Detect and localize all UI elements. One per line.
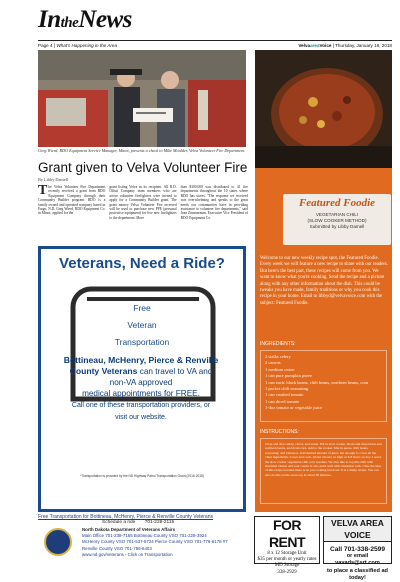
veterans-ad-text [55,355,227,423]
for-rent-title: FOR RENT [268,517,306,550]
for-rent-line3: MD Storage [274,563,300,569]
ingredient-item: 1 packet chili seasoning [265,386,309,392]
ingredient-item: 1-4oz tomato or vegetable juice [265,405,322,411]
issue-date: Thursday, January 18, 2018 [335,43,392,48]
veterans-ad-footnote: *Transportation is provided by the ND Highway Patrol Transportation Grant (2016-2018) [80,474,204,478]
section-label: What's Happening in the Area [56,43,118,48]
ingredient-item: 2 stalks celery [265,354,291,359]
ingredients-label: INGREDIENTS: [260,341,296,347]
ingredient-item: 1 medium onion [265,366,295,372]
footer-dept: North Dakota Department of Veterans Affairs [82,527,176,532]
ad-line1: can travel to VA and [139,367,213,376]
article-column-2: grant listing Velva as its recipient. All R.D. Offutt Company team members who are active volunteer firefighters were invited to apply for a Community Builder grant. The grant money Velva Volunteer Fire received will be used to purchase new PPE (personal protective equipment) for five new firefighters to the department. More [109,185,177,220]
schedule-phone: 701-228-2115 [144,520,175,525]
instructions-label: INSTRUCTIONS: [260,429,299,435]
page-label: Page 4 [38,43,53,48]
ingredient-item: 1 can crushed tomato [265,392,304,398]
bus-text-transportation: Transportation [114,337,170,347]
schedule-label: Schedule a ride [102,520,136,525]
article-photo [38,50,246,147]
ingredient-item: 1 can pure pumpkin puree [265,373,312,379]
ingredient-item: 2 carrots [265,360,281,366]
ad-line4: Call one of these transportation providers, or [71,402,211,409]
featured-foodie-badge [283,194,391,245]
velva-ad-title: VELVA AREA VOICE [324,517,391,542]
veterans-ad [38,246,246,512]
photo-caption: Greg Wierd, RDO Equipment Service Manager, Minot, presents a check to Mike Moulder, Velva Volunteer Fire Department. [38,148,246,153]
paper-name-suffix: Voice [319,43,332,48]
for-rent-line4: 338-2929 [277,569,297,575]
badge-sub2: (SLOW COOKER METHOD) [307,218,367,223]
paper-name-prefix: Velva [298,43,311,48]
ingredients-box [260,350,387,422]
footer-mchenry[interactable]: McHenry County VSO 701-537-5724 Pierce County VSO 701-776-6178 #7 [82,539,228,545]
foodie-intro: Welcome to our new weekly recipe spot, the Featured Foodie. Every week we will feature a new recipe to share with our readers. But here's the best part, these recipes will come from you. We want to know what you're cooking. Send the recipe and a picture along with any other information about the dish. This could be tweaks you have made, family traditions or why you cook this recipe in your home. Email to libbyd@velvavoice.com with the subject: Featured Foodie. [260,256,388,306]
featured-foodie-panel [255,50,392,512]
footer-schedule [102,520,242,526]
velva-ad-phone: Call 701-338-2599 [330,546,385,553]
article-col1-text: he Velva Volunteer Fire Department recently received a grant from RDO Equipment Company through their Community Builder program. RDO is a family owned and operated company based in Fargo, N.D. Greg Wierd, RDO Equipment Co. in Minot, applied for the [38,185,106,216]
for-rent-line1: 8 x 12 Storage Unit [267,551,307,556]
paper-name-mid: area [310,43,320,48]
velva-ad-email: or email vavads@srt.com [335,553,380,567]
velva-voice-ad [323,516,392,581]
article-column-1 [38,185,105,243]
masthead-in: In [38,6,61,33]
article-byline: By Libby Damell [38,177,69,182]
article-headline: Grant given to Velva Volunteer Fire [38,160,248,175]
bus-text-free: Free [133,303,151,313]
article-body [38,185,248,243]
masthead [38,6,132,34]
drop-cap: T [38,183,48,198]
page-header: Page 4 | What's Happening in the Area VelvaareaVoice | Thursday, January 18, 2018 [38,40,392,50]
bus-text-veteran: Veteran [127,320,157,330]
footer-web-link[interactable]: www.nd.gov/veterans - Click on Transportation [82,551,173,557]
masthead-news: News [78,6,132,33]
instructions-box: Chop and dice celery, carrot, and onion. Put in slow cooker. Drain and rinse black and northern beans, and drain corn. Add to the cooker. Mix in puree, chili beans, seasoning, and tomatoes. Add desired amount of juice, but enough to cover all the other ingredients. Cover and cook. About 4 hours on high or 6-8 hours on low. I serve the slow cooker vegetarian chili over noodles. We also like to top this chili with shredded cheese and sour cream. It also pairs well with cinnamon rolls. I like the idea of this recipe because there is no pre-cooking involved. It is a dump recipe. You can also do this on the stove top in about 30 minutes. [260,438,387,504]
nd-veterans-seal-icon [44,528,72,556]
footer-minot[interactable]: Main Office 701-239-7165 Bottineau County VSO 701-228-3924 [82,533,207,539]
ad-line5: visit our website. [115,414,167,421]
footer-title: Free Transportation for Bottineau, McHenry, Pierce & Renville County Veterans [38,514,213,520]
veterans-ad-title: Veterans, Need a Ride? [59,255,225,272]
for-rent-line2: $35 per month or yearly rates [257,557,317,563]
masthead-the: the [60,15,79,31]
for-rent-ad [254,516,320,575]
badge-sub1: VEGETARIAN CHILI [315,212,359,217]
veterans-footer [38,514,246,557]
ad-line3: medical appointments for FREE. [82,389,200,398]
badge-subtitle [283,212,391,230]
ad-line2: non-VA approved [109,378,173,387]
footer-contacts [82,527,242,558]
counties-text: Bottineau, McHenry, Pierce & Renville County Veterans [63,355,219,376]
ingredient-item: 1 can diced tomato [265,398,300,404]
velva-ad-line3: to place a classified ad today! [327,567,388,581]
footer-renville[interactable]: Renville County VSO 701-756-6403 [82,545,152,551]
badge-title: Featured Foodie [298,197,376,209]
badge-sub3: Submitted by Libby Damell [309,224,365,229]
article-column-3: than $300,000 was distributed to 41 fire departments throughout the 10 states where RDO has stores. "The response we received was overwhelming and speaks to the great needs our communities have in providing assistance to volunteer fire departments," said Jean Zimmerman, Executive Vice President of RDO Equipment Co. [180,185,248,220]
chili-photo [255,50,392,168]
ingredient-item: 1 can each: black beans, chili beans, northern beans, corn [265,379,369,385]
